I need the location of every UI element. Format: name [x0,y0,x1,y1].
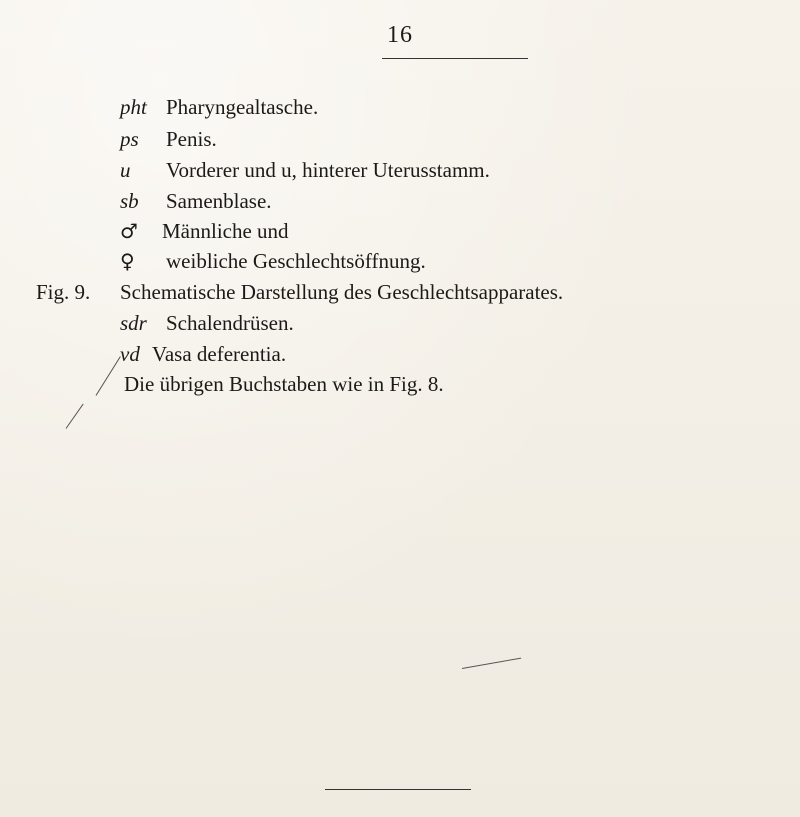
legend-text: weibliche Geschlechtsöffnung. [166,249,426,273]
legend-entry-pht [0,95,800,125]
female-symbol-icon: ♀ [120,249,135,273]
legend-abbr: sdr [120,311,147,335]
top-rule [382,58,528,59]
legend-entry-ps [0,127,800,157]
legend-entry-u [0,158,800,188]
legend-text: Samenblase. [166,189,272,213]
pencil-mark [462,658,521,669]
male-symbol-icon: ♂ [120,219,138,243]
page-number: 16 [387,22,413,48]
bottom-rule [325,789,471,790]
figure-9-note [0,372,800,402]
legend-abbr: pht [120,95,147,119]
figure-caption: Schematische Darstellung des Geschlechtsapparates. [120,280,564,304]
legend-abbr: u [120,158,131,182]
legend-text: Vasa deferentia. [152,342,287,366]
legend-abbr: vd [120,342,140,366]
legend-text: Pharyngealtasche. [166,95,319,119]
legend-text: Männliche und [162,219,289,243]
legend-note: Die übrigen Buchstaben wie in Fig. 8. [124,372,444,396]
legend-abbr: sb [120,189,139,213]
legend-text: Schalendrüsen. [166,311,294,335]
legend-text: Vorderer und u, hinterer Uterusstamm. [166,158,490,182]
pencil-mark [66,404,84,429]
legend-entry-sdr [0,311,800,341]
figure-label: Fig. 9. [36,280,91,304]
legend-text: Penis. [166,127,217,151]
legend-entry-female [0,249,800,279]
legend-abbr: ps [120,127,139,151]
legend-entry-male [0,219,800,249]
figure-9-caption [0,280,800,310]
legend-entry-sb [0,189,800,219]
